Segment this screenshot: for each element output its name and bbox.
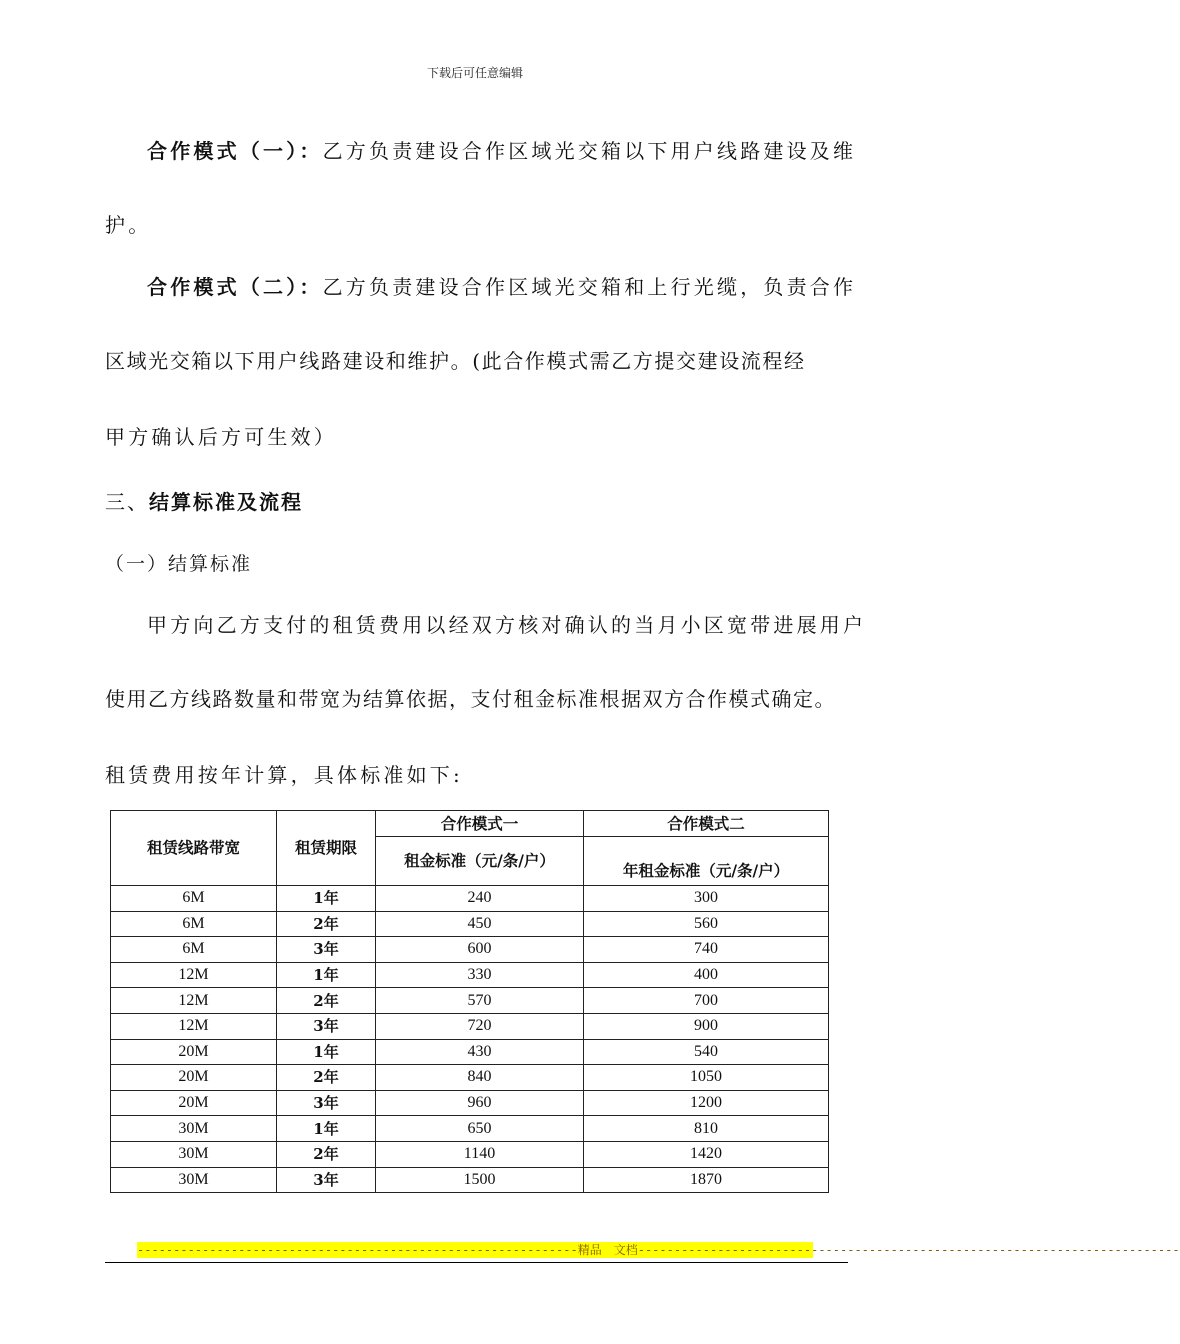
subsection-heading: （一）结算标准 — [105, 553, 253, 575]
mode2-price-cell: 540 — [584, 1039, 829, 1065]
mode2-price-cell: 300 — [584, 886, 829, 912]
section3-heading-prefix: 三、 — [105, 490, 149, 514]
mode2-price-cell: 1420 — [584, 1141, 829, 1167]
mode1-price-cell: 1500 — [376, 1167, 584, 1193]
mode1-price-cell: 960 — [376, 1090, 584, 1116]
bandwidth-cell: 30M — [111, 1167, 277, 1193]
mode1-line1 — [147, 136, 856, 166]
table-row — [111, 1090, 829, 1116]
bandwidth-cell: 30M — [111, 1141, 277, 1167]
table-row — [111, 937, 829, 963]
mode2-line1 — [147, 272, 856, 302]
period-cell: 1年 — [277, 962, 376, 988]
bandwidth-cell: 12M — [111, 1013, 277, 1039]
footer-mark-text: 精品 文档 — [577, 1243, 638, 1257]
mode2-price-cell: 1200 — [584, 1090, 829, 1116]
bandwidth-cell: 20M — [111, 1090, 277, 1116]
table-row — [111, 1013, 829, 1039]
period-cell: 1年 — [277, 1116, 376, 1142]
bandwidth-cell: 6M — [111, 937, 277, 963]
table-row — [111, 1065, 829, 1091]
mode1-price-cell: 240 — [376, 886, 584, 912]
mode2-text: 乙方负责建设合作区域光交箱和上行光缆，负责合作 — [322, 275, 857, 299]
section3-heading — [105, 486, 303, 515]
section3-para-line3: 租赁费用按年计算，具体标准如下: — [105, 763, 463, 787]
mode1-price-cell: 570 — [376, 988, 584, 1014]
period-cell: 2年 — [277, 988, 376, 1014]
table-row — [111, 1141, 829, 1167]
period-cell: 1年 — [277, 1039, 376, 1065]
bandwidth-cell: 6M — [111, 886, 277, 912]
mode2-label: 合作模式（二）： — [147, 275, 323, 299]
bandwidth-cell: 12M — [111, 988, 277, 1014]
footer-mark — [137, 1242, 1180, 1258]
mode1-price-cell: 720 — [376, 1013, 584, 1039]
table-row — [111, 1167, 829, 1193]
period-cell: 1年 — [277, 886, 376, 912]
sub1-header: 租金标准（元/条/户） — [376, 837, 584, 886]
rent-table — [110, 810, 829, 1193]
period-cell: 3年 — [277, 1013, 376, 1039]
mode1-price-cell: 600 — [376, 937, 584, 963]
mode2-price-cell: 1050 — [584, 1065, 829, 1091]
footer-left-dashes: ------------------------------------------------------------- — [137, 1243, 578, 1257]
bandwidth-cell: 30M — [111, 1116, 277, 1142]
mode1-price-cell: 430 — [376, 1039, 584, 1065]
bandwidth-cell: 6M — [111, 911, 277, 937]
period-cell: 2年 — [277, 1141, 376, 1167]
mode2-price-cell: 400 — [584, 962, 829, 988]
table-row — [111, 886, 829, 912]
mode1-price-cell: 330 — [376, 962, 584, 988]
mode1-text: 乙方负责建设合作区域光交箱以下用户线路建设及维 — [322, 139, 857, 163]
section3-para-line2: 使用乙方线路数量和带宽为结算依据，支付租金标准根据双方合作模式确定。 — [105, 687, 836, 711]
table-row — [111, 911, 829, 937]
group2-header: 合作模式二 — [584, 811, 829, 837]
col-bandwidth-header: 租赁线路带宽 — [111, 811, 277, 886]
group1-header: 合作模式一 — [376, 811, 584, 837]
footer-rule — [105, 1262, 848, 1263]
period-cell: 3年 — [277, 937, 376, 963]
period-cell: 2年 — [277, 911, 376, 937]
section3-heading-text: 结算标准及流程 — [149, 490, 303, 514]
table-row — [111, 962, 829, 988]
rent-table-body — [111, 886, 829, 1193]
table-row — [111, 988, 829, 1014]
mode1-line2: 护。 — [105, 213, 152, 237]
mode1-price-cell: 650 — [376, 1116, 584, 1142]
header-note: 下载后可任意编辑 — [426, 66, 523, 80]
col-period-header: 租赁期限 — [277, 811, 376, 886]
period-cell: 3年 — [277, 1167, 376, 1193]
mode2-line3: 甲方确认后方可生效） — [105, 425, 337, 449]
table-row — [111, 1116, 829, 1142]
bandwidth-cell: 20M — [111, 1039, 277, 1065]
bandwidth-cell: 12M — [111, 962, 277, 988]
mode2-price-cell: 740 — [584, 937, 829, 963]
table-row — [111, 1039, 829, 1065]
sub2-header: 年租金标准（元/条/户） — [584, 837, 829, 886]
mode2-price-cell: 560 — [584, 911, 829, 937]
mode2-line2: 区域光交箱以下用户线路建设和维护。(此合作模式需乙方提交建设流程经 — [105, 349, 806, 373]
mode1-label: 合作模式（一）： — [147, 139, 323, 163]
mode2-price-cell: 700 — [584, 988, 829, 1014]
period-cell: 3年 — [277, 1090, 376, 1116]
mode2-price-cell: 810 — [584, 1116, 829, 1142]
footer-right-dashes: --------------------------------------------------------------------------- — [637, 1243, 1180, 1257]
mode1-price-cell: 840 — [376, 1065, 584, 1091]
mode2-price-cell: 900 — [584, 1013, 829, 1039]
section3-para-line1: 甲方向乙方支付的租赁费用以经双方核对确认的当月小区宽带进展用户 — [147, 613, 867, 637]
mode1-price-cell: 450 — [376, 911, 584, 937]
mode2-price-cell: 1870 — [584, 1167, 829, 1193]
bandwidth-cell: 20M — [111, 1065, 277, 1091]
mode1-price-cell: 1140 — [376, 1141, 584, 1167]
period-cell: 2年 — [277, 1065, 376, 1091]
